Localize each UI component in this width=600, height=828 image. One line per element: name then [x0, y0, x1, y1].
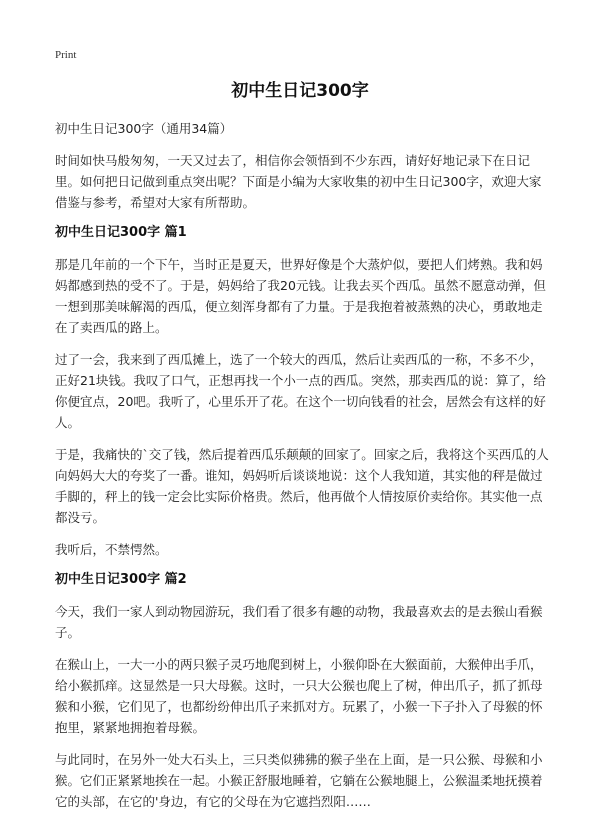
section-2-paragraph-1: 今天，我们一家人到动物园游玩，我们看了很多有趣的动物，我最喜欢去的是去猴山看猴子。: [55, 604, 543, 640]
section-2-paragraph-2: 在猴山上，一大一小的两只猴子灵巧地爬到树上，小猴仰卧在大猴面前，大猴伸出手爪，给小猴抓痒。这显然是一只大母猴。这时，一只大公猴也爬上了树，伸出爪子，抓了抓母猴和小猴，它们见了，也都纷纷伸出爪子来抓对方。玩累了，小猴一下子扑入了母猴的怀抱里，紧紧地拥抱着母猴。: [55, 657, 543, 735]
section-1-paragraph-3: 于是，我痛快的`交了钱，然后提着西瓜乐颠颠的回家了。回家之后，我将这个买西瓜的人向妈妈大大的夸奖了一番。谁知，妈妈听后谈谈地说：这个人我知道，其实他的秤是做过手脚的，秤上的钱一定会比实际价格贵。然后，他再做个人情按原价卖给你。其实他一点都没亏。: [55, 447, 549, 525]
print-link[interactable]: Print: [55, 49, 77, 61]
document-body: [55, 120, 551, 823]
section-2-paragraph-3: 与此同时，在另外一处大石头上，三只类似狒狒的猴子坐在上面，是一只公猴、母猴和小猴。它们正紧紧地挨在一起。小猴正舒服地睡着，它躺在公猴地腿上，公猴温柔地抚摸着它的头部，在它的'身边，有它的父母在为它遮挡烈阳……: [55, 752, 543, 809]
section-1-paragraph-4: 我听后，不禁愕然。: [55, 542, 168, 557]
document-title: 初中生日记300字: [231, 81, 369, 101]
section-1-paragraph-2: 过了一会，我来到了西瓜摊上，选了一个较大的西瓜，然后让卖西瓜的一称，不多不少，正好21块钱。我叹了口气，正想再找一个小一点的西瓜。突然，那卖西瓜的说：算了，给你便宜点，20吧。我听了，心里乐开了花。在这个一切向钱看的社会，居然会有这样的好人。: [55, 352, 546, 430]
document-subtitle: 初中生日记300字（通用34篇）: [55, 121, 233, 136]
section-1-paragraph-1: 那是几年前的一个下午，当时正是夏天，世界好像是个大蒸炉似，要把人们烤熟。我和妈妈都感到热的受不了。于是，妈妈给了我20元钱。让我去买个西瓜。虽然不愿意动弹，但一想到那美味解渴的西瓜，便立刻浑身都有了力量。于是我抱着被蒸熟的决心，勇敢地走在了卖西瓜的路上。: [55, 257, 546, 335]
intro-paragraph: 时间如快马般匆匆，一天又过去了，相信你会领悟到不少东西，请好好地记录下在日记里。如何把日记做到重点突出呢？下面是小编为大家收集的初中生日记300字，欢迎大家借鉴与参考，希望对大家有所帮助。: [55, 153, 542, 210]
section-heading-1: 初中生日记300字 篇1: [55, 225, 187, 240]
section-heading-2: 初中生日记300字 篇2: [55, 572, 187, 587]
